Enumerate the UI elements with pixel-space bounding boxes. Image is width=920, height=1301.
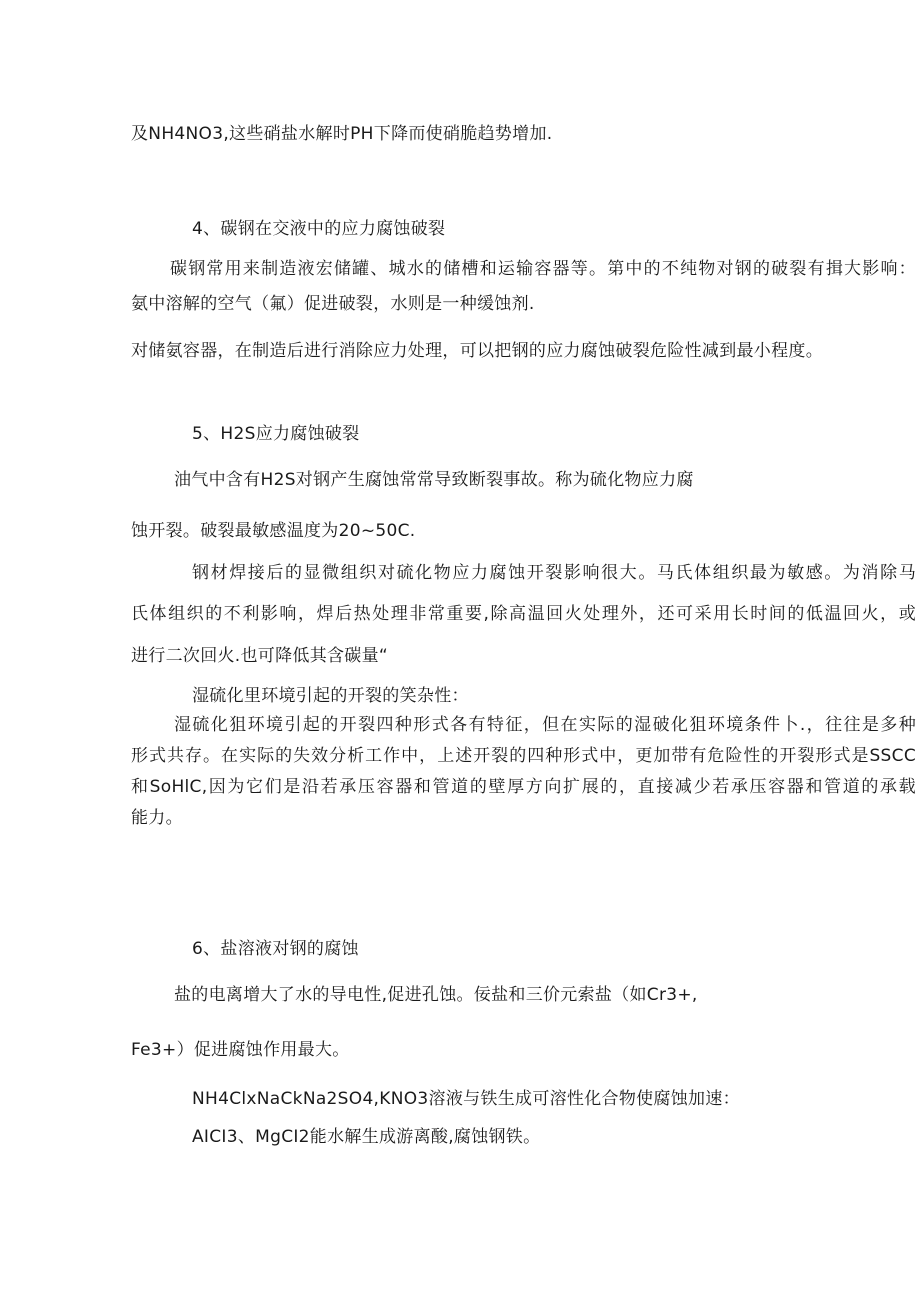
paragraph-line: 湿硫化里环境引起的开裂的笑杂性： — [192, 686, 469, 706]
paragraph-line: 碳钢常用来制造液宏储罐、城水的储槽和运输容器等。第中的不纯物对钢的破裂有揖大影响： — [170, 259, 916, 279]
section-heading-5: 5、H2S应力腐蚀破裂 — [192, 424, 360, 444]
paragraph-line: 形式共存。在实际的失效分析工作中，上述开裂的四种形式中，更加带有危险性的开裂形式是SSCC — [131, 746, 916, 766]
paragraph-line: 钢材焊接后的显微组织对硫化物应力腐蚀开裂影响很大。马氏体组织最为敏感。为消除马 — [192, 563, 916, 583]
paragraph-line: AICI3、MgCI2能水解生成游离酸,腐蚀钢铁。 — [192, 1127, 541, 1147]
paragraph-line: 湿硫化狙环境引起的开裂四种形式各有特征，但在实际的湿破化狙环境条件卜.，往往是多种 — [174, 715, 916, 735]
paragraph-line: 能力。 — [131, 808, 183, 828]
paragraph-line: Fe3+）促进腐蚀作用最大。 — [131, 1040, 350, 1060]
paragraph-line: 氏体组织的不利影响，焊后热处理非常重要,除高温回火处理外，还可采用长时间的低温回火，或 — [131, 604, 916, 624]
paragraph-line: 和SoHlC,因为它们是沿若承压容器和管道的壁厚方向扩展的，直接减少若承压容器和管道的承载 — [131, 777, 916, 797]
section-heading-6: 6、盐溶液对钢的腐蚀 — [192, 939, 359, 959]
section-heading-4: 4、碳钢在交液中的应力腐蚀破裂 — [192, 219, 446, 239]
paragraph-line: 油气中含有H2S对钢产生腐蚀常常导致断裂事故。称为硫化物应力腐 — [174, 470, 694, 490]
paragraph-line: 盐的电离增大了水的导电性,促进孔蚀。佞盐和三价元索盐（如Cr3+, — [174, 985, 698, 1005]
paragraph-line: 氨中溶解的空气（氟）促进破裂，水则是一种缓蚀剂. — [131, 294, 535, 314]
paragraph-line: 进行二次回火.也可降低其含碳量“ — [131, 646, 389, 666]
paragraph-line: NH4ClxNaCkNa2SO4,KNO3溶液与铁生成可溶性化合物使腐蚀加速： — [192, 1089, 740, 1109]
paragraph-line: 对储氨容器，在制造后进行消除应力处理，可以把钢的应力腐蚀破裂危险性减到最小程度。 — [131, 341, 823, 361]
paragraph-line: 蚀开裂。破裂最敏感温度为20~50C. — [131, 521, 416, 541]
paragraph-line: 及NH4NO3,这些硝盐水解时PH下降而使硝脆趋势增加. — [131, 124, 553, 144]
